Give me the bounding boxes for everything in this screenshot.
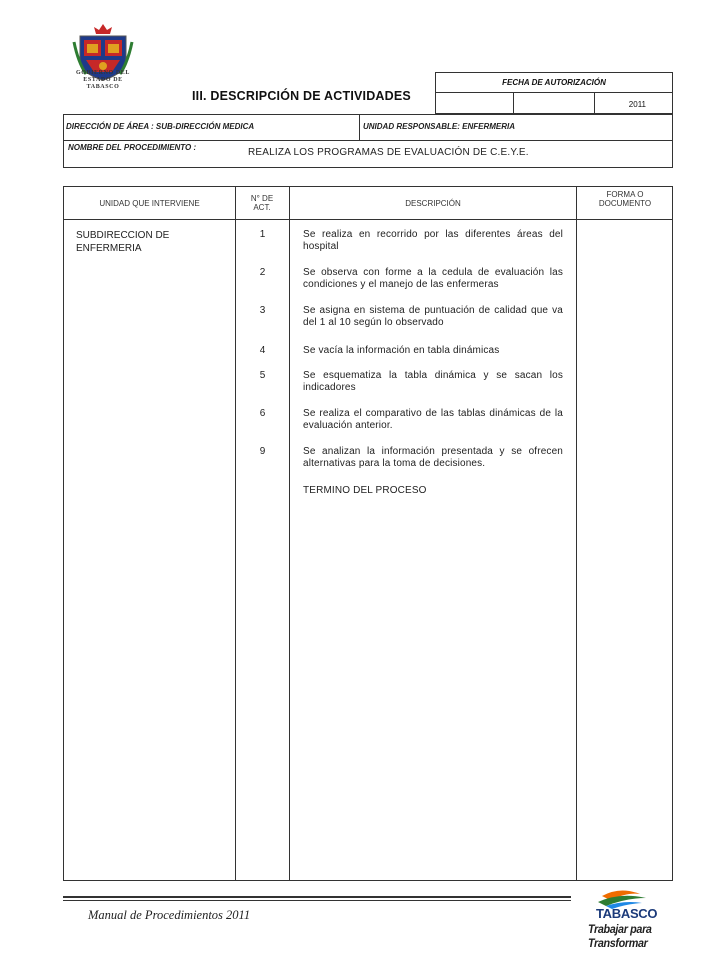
step-number: 2 xyxy=(259,267,266,278)
logo-caption-line: GOBIERNO DEL xyxy=(75,70,131,76)
activities-table xyxy=(63,186,673,881)
logo-caption-line: TABASCO xyxy=(86,84,120,90)
logo-caption xyxy=(66,70,140,91)
manual-footer-text: Manual de Procedimientos 2011 xyxy=(88,908,251,922)
header-forma-documento: FORMA O DOCUMENTO xyxy=(598,190,652,208)
procedimiento-value: REALIZA LOS PROGRAMAS DE EVALUACIÓN DE C.E.Y.E. xyxy=(248,147,529,158)
authorization-date-label: FECHA DE AUTORIZACIÓN xyxy=(436,73,672,93)
step-description: Se observa con forme a la cedula de evaluación las condiciones y el manejo de las enfermeras xyxy=(303,267,563,290)
unidad-value: SUBDIRECCION DE ENFERMERIA xyxy=(76,230,170,254)
header-num-act: N° DE ACT. xyxy=(250,194,274,212)
footer-rule xyxy=(63,896,571,898)
authorization-year: 2011 xyxy=(628,100,646,109)
column-divider xyxy=(235,187,236,880)
table-header-divider xyxy=(64,219,672,220)
auth-day-cell xyxy=(436,93,514,114)
brand-slogan: Trabajar para Transformar xyxy=(588,922,652,950)
step-number: 5 xyxy=(259,370,266,381)
step-description: Se realiza el comparativo de las tablas dinámicas de la evaluación anterior. xyxy=(303,408,563,431)
step-number: 6 xyxy=(259,408,266,419)
authorization-date-box xyxy=(435,72,673,114)
step-description: Se esquematiza la tabla dinámica y se sacan los indicadores xyxy=(303,370,563,393)
auth-month-cell xyxy=(514,93,595,114)
brand-name: TABASCO xyxy=(596,906,658,921)
step-description: Se vacía la información en tabla dinámicas xyxy=(303,345,500,356)
section-title: III. DESCRIPCIÓN DE ACTIVIDADES xyxy=(192,89,411,103)
procedimiento-label: NOMBRE DEL PROCEDIMIENTO : xyxy=(68,143,197,152)
header-descripcion: DESCRIPCIÓN xyxy=(405,198,461,208)
step-description: TERMINO DEL PROCESO xyxy=(303,485,427,496)
column-divider xyxy=(289,187,290,880)
procedure-info-box xyxy=(63,114,673,168)
logo-caption-line: ESTADO DE xyxy=(83,77,123,83)
column-divider xyxy=(576,187,577,880)
step-description: Se asigna en sistema de puntuación de calidad que va del 1 al 10 según lo observado xyxy=(303,305,563,328)
footer-rule xyxy=(63,900,571,901)
step-number: 4 xyxy=(259,345,266,356)
step-number: 3 xyxy=(259,305,266,316)
step-description: Se analizan la información presentada y se ofrecen alternativas para la toma de decisiones. xyxy=(303,446,563,469)
unidad-responsable-label: UNIDAD RESPONSABLE: ENFERMERIA xyxy=(363,122,516,131)
header-unidad: UNIDAD QUE INTERVIENE xyxy=(99,198,200,208)
info-divider xyxy=(359,115,360,141)
step-description: Se realiza en recorrido por las diferentes áreas del hospital xyxy=(303,229,563,252)
direccion-area-label: DIRECCIÓN DE ÁREA : SUB-DIRECCIÓN MEDICA xyxy=(66,122,255,131)
step-number: 9 xyxy=(259,446,266,457)
step-number: 1 xyxy=(259,229,266,240)
